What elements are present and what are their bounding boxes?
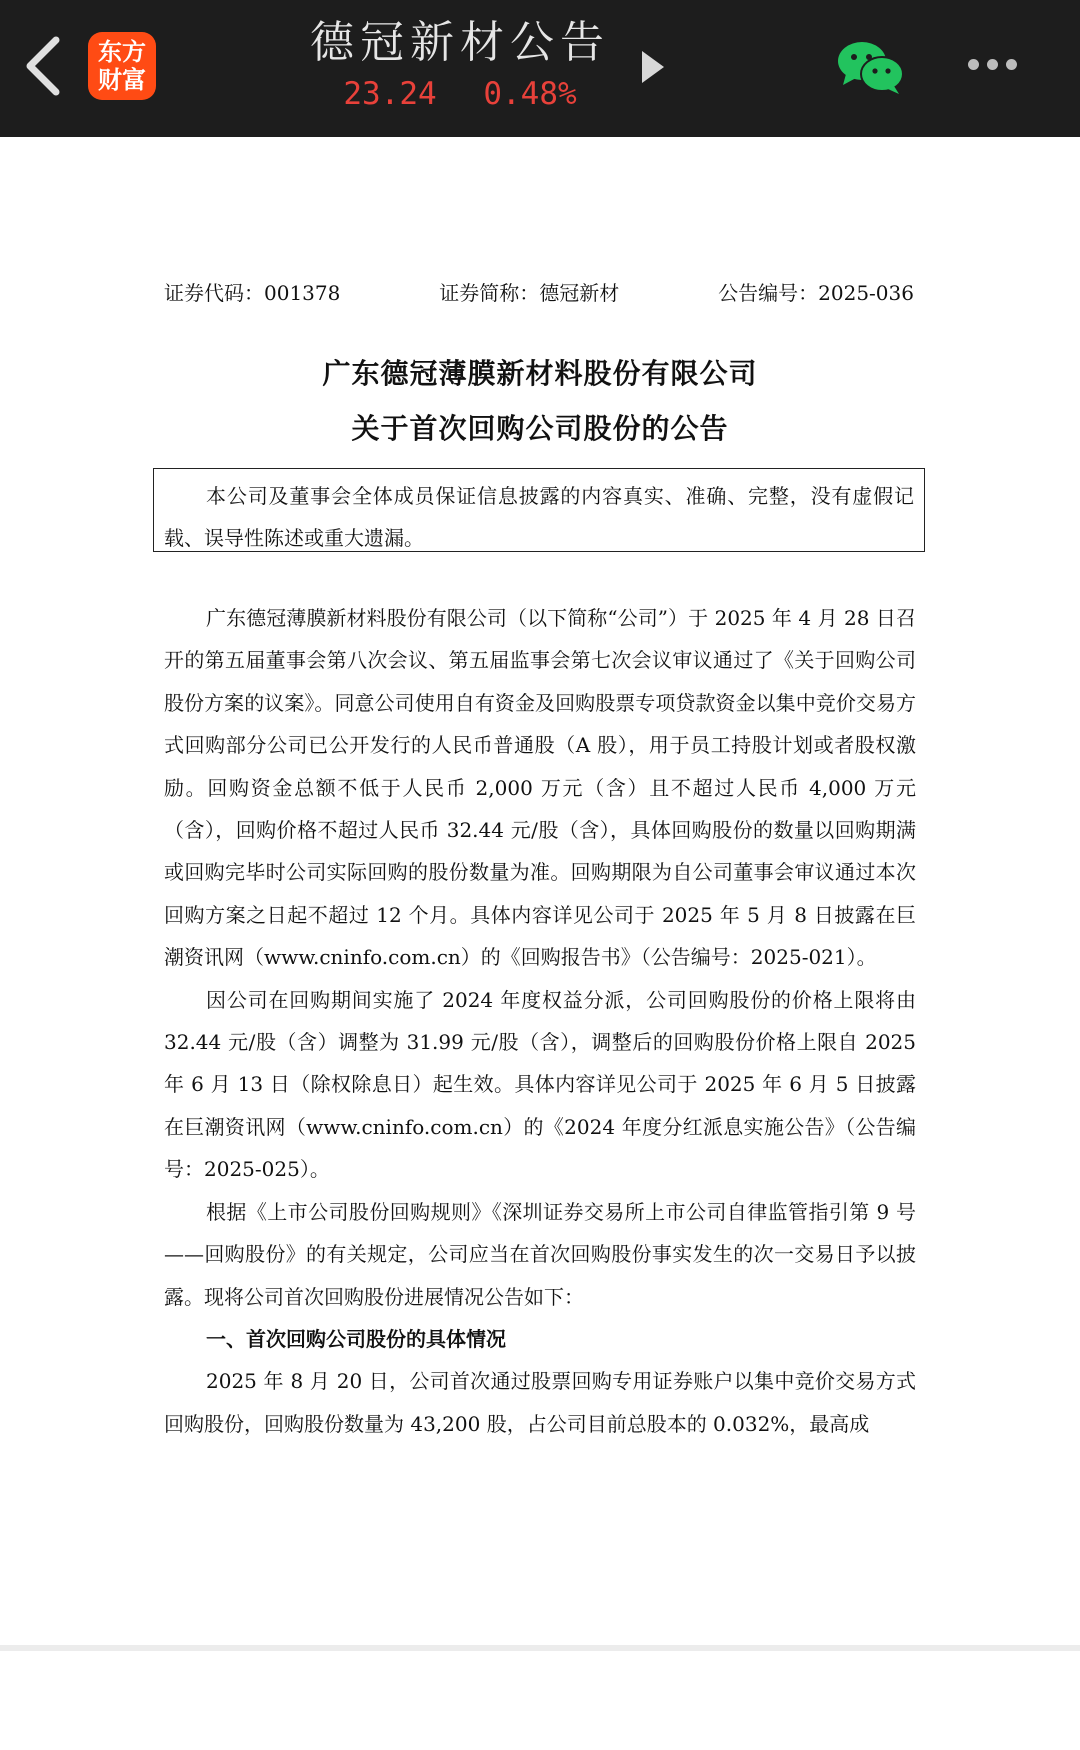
page-title: 德冠新材公告	[310, 17, 610, 68]
price-change-percent: 0.48%	[483, 76, 577, 112]
quote-row	[280, 74, 640, 114]
back-button[interactable]	[18, 30, 74, 102]
security-code: 证券代码：001378	[164, 281, 341, 305]
more-dots-icon[interactable]	[968, 55, 1028, 75]
top-bar	[0, 0, 1080, 137]
dot	[1006, 59, 1017, 70]
notice-number: 公告编号：2025-036	[718, 281, 914, 305]
stock-price: 23.24	[343, 76, 437, 112]
title-block	[280, 14, 640, 114]
logo-line-2: 财富	[98, 66, 146, 94]
company-title: 广东德冠薄膜新材料股份有限公司	[322, 357, 758, 390]
app-logo	[88, 32, 156, 100]
wechat-share-button[interactable]	[836, 38, 906, 96]
paragraph: 因公司在回购期间实施了 2024 年度权益分派，公司回购股份的价格上限将由 32.44 元/股（含）调整为 31.99 元/股（含），调整后的回购股份价格上限自 2025 年 6 月 13 日（除权除息日）起生效。具体内容详见公司于 2025 年 6 月 5 日披露在巨潮资讯网（www.cninfo.com.cn）的《2024 年度分红派息实施公告》（公告编号：2025-025）。	[164, 987, 916, 1182]
dot	[987, 59, 998, 70]
play-icon[interactable]	[642, 51, 664, 83]
wechat-icon	[836, 38, 906, 96]
page-divider	[0, 1645, 1080, 1651]
security-short-name: 证券简称：德冠新材	[439, 281, 620, 305]
back-arrow-icon	[18, 30, 74, 102]
paragraph: 广东德冠薄膜新材料股份有限公司（以下简称“公司”）于 2025 年 4 月 28 日召开的第五届董事会第八次会议、第五届监事会第七次会议审议通过了《关于回购公司股份方案的议案》。同意公司使用自有资金及回购股票专项贷款资金以集中竞价交易方式回购部分公司已公开发行的人民币普通股（A 股），用于员工持股计划或者股权激励。回购资金总额不低于人民币 2,000 万元（含）且不超过人民币 4,000 万元（含），回购价格不超过人民币 32.44 元/股（含），具体回购股份的数量以回购期满或回购完毕时公司实际回购的股份数量为准。回购期限为自公司董事会审议通过本次回购方案之日起不超过 12 个月。具体内容详见公司于 2025 年 5 月 8 日披露在巨潮资讯网（www.cninfo.com.cn）的《回购报告书》（公告编号：2025-021）。	[164, 606, 916, 970]
dot	[968, 59, 979, 70]
disclaimer-box: 本公司及董事会全体成员保证信息披露的内容真实、准确、完整，没有虚假记载、误导性陈述或重大遗漏。	[153, 468, 925, 552]
announcement-document	[0, 137, 1080, 1647]
document-body	[164, 597, 916, 1445]
paragraph: 2025 年 8 月 20 日，公司首次通过股票回购专用证券账户以集中竞价交易方式回购股份，回购股份数量为 43,200 股，占公司目前总股本的 0.032%，最高成	[164, 1369, 916, 1436]
paragraph: 根据《上市公司股份回购规则》《深圳证券交易所上市公司自律监管指引第 9 号——回购股份》的有关规定，公司应当在首次回购股份事实发生的次一交易日予以披露。现将公司首次回购股份进展情况公告如下：	[164, 1199, 916, 1309]
logo-line-1: 东方	[98, 38, 146, 66]
document-meta	[164, 277, 914, 306]
section-heading: 一、首次回购公司股份的具体情况	[206, 1326, 506, 1351]
announcement-title: 关于首次回购公司股份的公告	[351, 412, 729, 445]
